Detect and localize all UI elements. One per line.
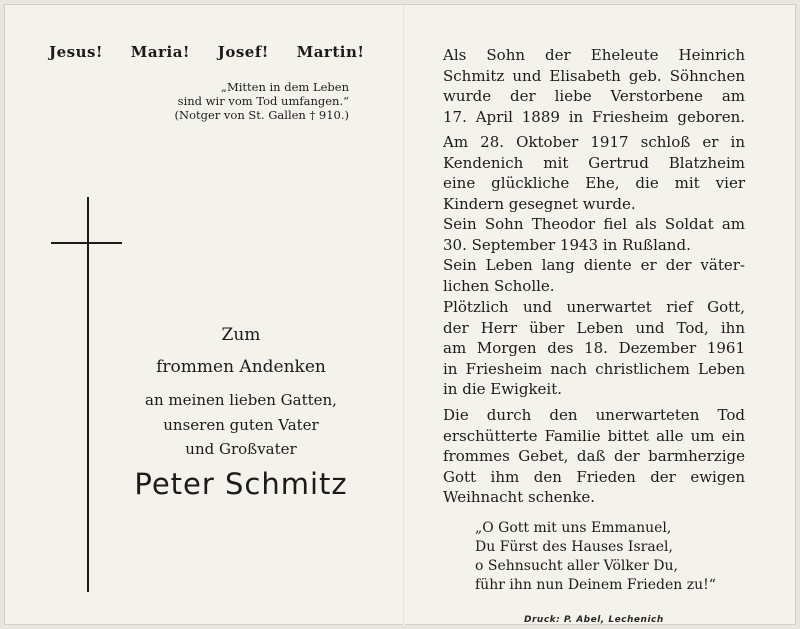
top-quote-line: „Mitten in dem Leben <box>220 80 349 94</box>
biography-paragraph <box>443 214 745 255</box>
memorial-line: an meinen lieben Gatten, <box>145 391 337 409</box>
biography-line: 30. September 1943 in Rußland. <box>443 235 691 254</box>
memorial-line: Zum <box>221 325 261 345</box>
biography-line: frommes Gebet, daß der barmherzige <box>443 447 745 465</box>
biography-line: Kendenich mit Gertrud Blatzheim <box>443 153 745 172</box>
biography-line: wurde der liebe Verstorbene am <box>443 87 745 105</box>
biography-paragraph <box>443 297 745 400</box>
biography-paragraph <box>443 45 745 127</box>
top-quote-line: sind wir vom Tod umfangen.“ <box>177 94 349 108</box>
top-quote <box>5 80 349 122</box>
biography-line: Die durch den unerwarteten Tod <box>443 406 745 424</box>
deceased-name: Peter Schmitz <box>134 467 348 501</box>
header-name: Martin! <box>296 43 365 61</box>
verse-line: Du Fürst des Hauses Israel, <box>475 539 673 555</box>
biography-line: Plötzlich und unerwartet rief Gott, <box>443 298 745 316</box>
top-quote-source: (Notger von St. Gallen † 910.) <box>174 108 349 122</box>
biography-line: Als Sohn der Eheleute Heinrich <box>443 46 745 64</box>
memorial-line: frommen Andenken <box>156 357 326 377</box>
biography-line: Sein Leben lang diente er der väter- <box>443 256 745 274</box>
memorial-card <box>4 4 796 625</box>
biography-line: eine glückliche Ehe, die mit vier <box>443 174 745 192</box>
biography-line: Gott ihm den Frieden der ewigen <box>443 467 745 486</box>
biography-paragraph <box>443 132 745 214</box>
biography-line: am Morgen des 18. Dezember 1961 <box>443 339 745 357</box>
verse-line: „O Gott mit uns Emmanuel, <box>475 520 672 536</box>
header-invocation <box>49 43 386 61</box>
cross-icon-bar <box>51 242 122 244</box>
biography-line: erschütterte Familie bittet alle um ein <box>443 426 745 445</box>
header-name: Josef! <box>217 43 269 61</box>
memorial-line: und Großvater <box>185 440 297 458</box>
verse-line: führ ihn nun Deinem Frieden zu!“ <box>475 577 716 593</box>
cross-icon <box>87 197 89 592</box>
header-name: Maria! <box>130 43 190 61</box>
biography-line: Sein Sohn Theodor fiel als Soldat am <box>443 215 745 233</box>
header-name: Jesus! <box>49 43 104 61</box>
biography-line: Kindern gesegnet wurde. <box>443 194 636 213</box>
biography-paragraph <box>443 405 745 508</box>
biography-line: der Herr über Leben und Tod, ihn <box>443 318 745 337</box>
closing-verse <box>475 519 716 595</box>
biography-line: 17. April 1889 in Friesheim geboren. <box>443 107 745 126</box>
verse-line: o Sehnsucht aller Völker Du, <box>475 558 678 574</box>
biography-paragraph <box>443 255 745 296</box>
printer-imprint: Druck: P. Abel, Lechenich <box>524 615 664 625</box>
biography-line: Schmitz und Elisabeth geb. Söhnchen <box>443 66 745 85</box>
memorial-line: unseren guten Vater <box>163 416 319 434</box>
biography-line: in Friesheim nach christlichem Leben <box>443 359 745 378</box>
biography-line: in die Ewigkeit. <box>443 380 563 398</box>
biography-line: Weihnacht schenke. <box>443 488 596 506</box>
biography-line: lichen Scholle. <box>443 276 555 295</box>
card-fold <box>403 5 405 626</box>
biography-line: Am 28. Oktober 1917 schloß er in <box>443 133 745 151</box>
